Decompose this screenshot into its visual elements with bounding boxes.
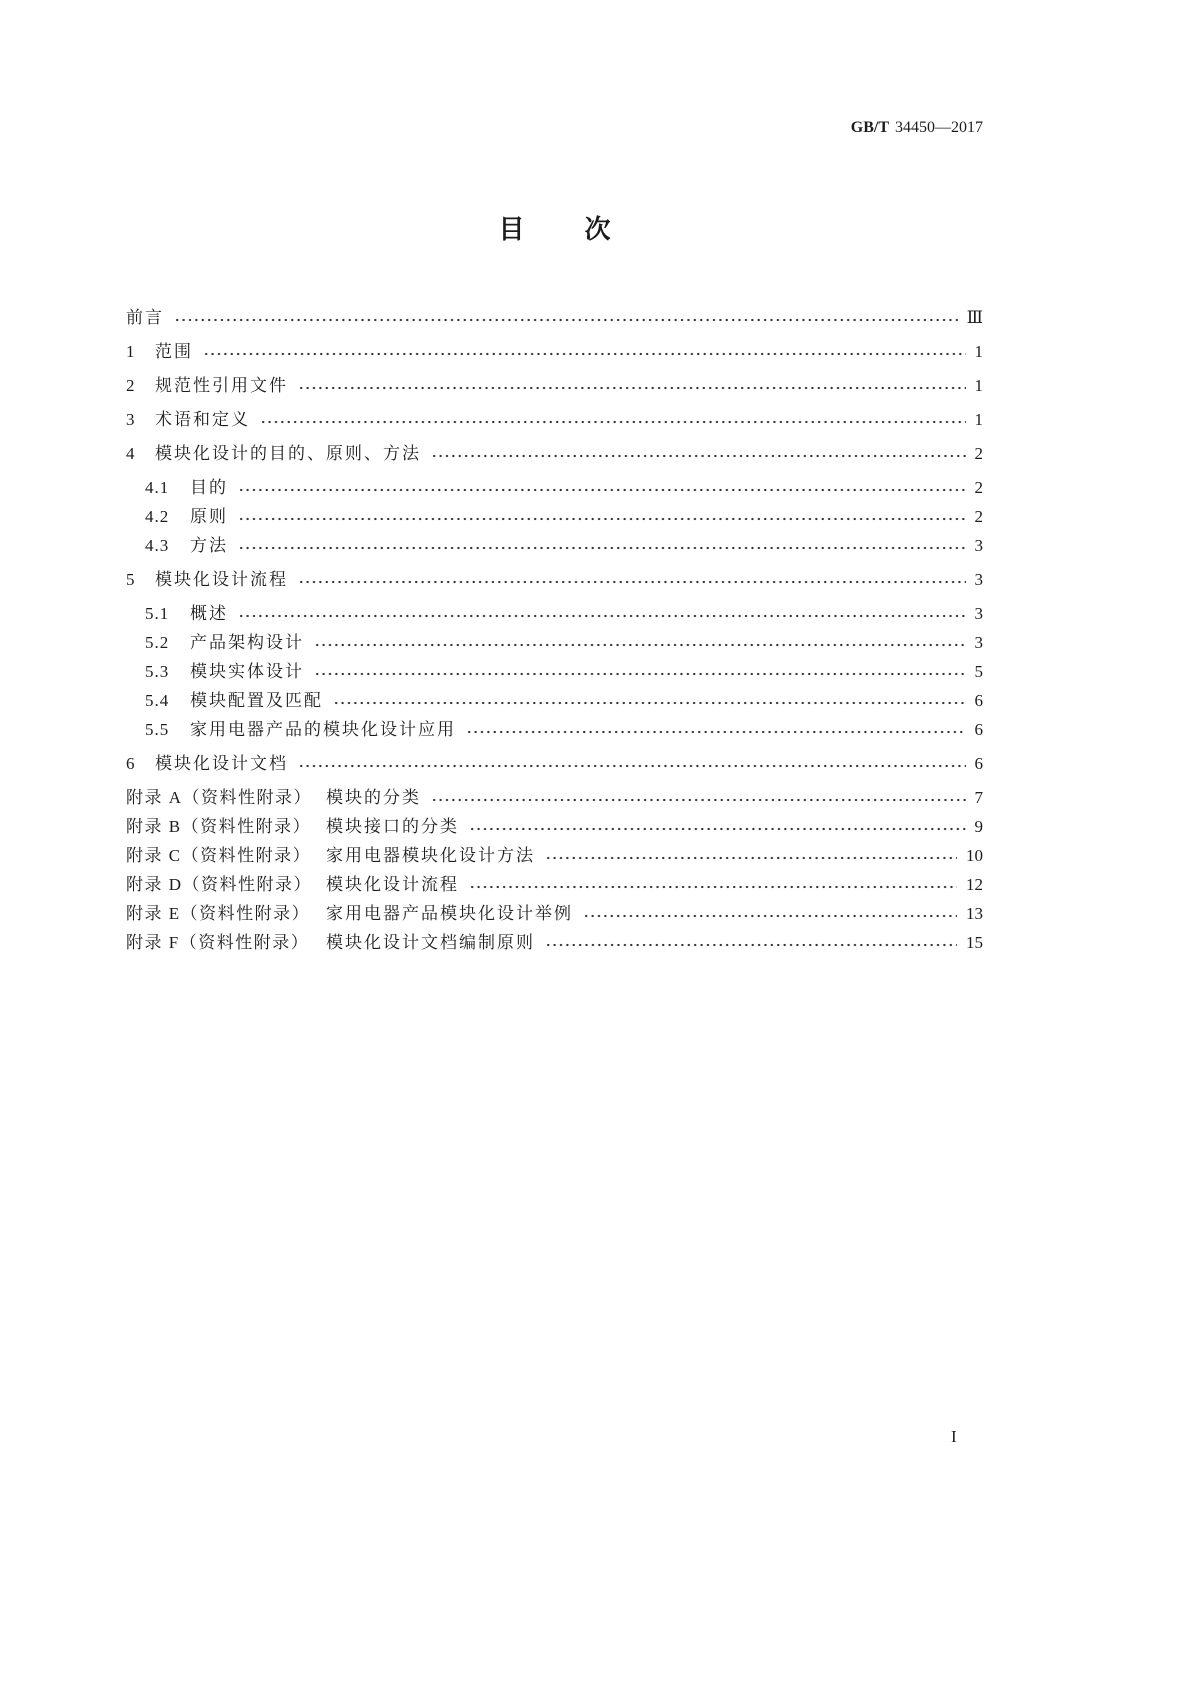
toc-entry-appendix-a [126,783,983,812]
toc-entry-appendix-label: 附录 A（资料性附录） [126,788,313,807]
toc-entry-number: 4 [126,444,137,463]
dot-leader [333,701,966,705]
toc-entry-title: 概述 [190,604,228,623]
page-title: 目次 [498,215,671,245]
toc-entry-page: 13 [966,904,983,923]
toc-entry-3 [126,405,983,434]
toc-entry-5-2 [126,628,983,657]
toc-entry-page: 2 [974,478,983,497]
toc-entry-page: 2 [974,507,983,526]
toc-entry-appendix-label: 附录 F（资料性附录） [126,933,310,952]
dot-leader [545,943,957,947]
toc-entry-title: 模块实体设计 [190,662,304,681]
dot-leader [260,420,966,424]
toc-entry-page: 1 [974,376,983,395]
toc-entry-page: 3 [974,633,983,652]
toc-entry-title: 范围 [155,342,193,361]
dot-leader [238,517,966,521]
toc-entry-page: 6 [974,720,983,739]
toc-entry-5 [126,565,983,594]
toc-entry-appendix-label: 附录 B（资料性附录） [126,817,312,836]
toc-entry-title: 家用电器产品模块化设计举例 [326,904,573,923]
toc-entry-4-2 [126,502,983,531]
toc-entry-5-1 [126,599,983,628]
dot-leader [469,827,966,831]
dot-leader [466,730,966,734]
dot-leader [238,546,966,550]
toc-entry-title: 模块化设计文档 [155,754,288,773]
toc-entry-number: 6 [126,754,137,773]
toc-entry-page: 9 [974,817,983,836]
toc-entry-appendix-b [126,812,983,841]
toc-entry-page: 3 [974,570,983,589]
toc-entry-5-3 [126,657,983,686]
dot-leader [298,386,966,390]
dot-leader [314,643,966,647]
toc-entry-title: 家用电器模块化设计方法 [326,846,535,865]
toc-entry-number: 4.3 [145,536,170,555]
toc-entry-5-5 [126,715,983,744]
toc-entry-2 [126,371,983,400]
toc-entry-appendix-label: 附录 D（资料性附录） [126,875,313,894]
dot-leader [238,488,966,492]
toc-entry-number: 5.5 [145,720,170,739]
toc-entry-appendix-d [126,870,983,899]
toc-entry-title: 模块的分类 [326,788,421,807]
toc-entry-page: 15 [966,933,983,952]
page-title-container [126,214,983,250]
dot-leader [174,318,958,322]
toc-entry-appendix-c [126,841,983,870]
toc-entry-6 [126,749,983,778]
toc-entry-number: 5.1 [145,604,170,623]
toc-entry-title: 方法 [190,536,228,555]
dot-leader [583,914,957,918]
toc-entry-4-3 [126,531,983,560]
dot-leader [203,352,966,356]
toc-entry-title: 模块接口的分类 [326,817,459,836]
dot-leader [298,764,966,768]
toc-entry-title: 模块化设计文档编制原则 [326,933,535,952]
toc-entry-appendix-e [126,899,983,928]
toc-entry-appendix-label: 附录 E（资料性附录） [126,904,311,923]
toc-entry-title: 模块化设计流程 [326,875,459,894]
toc-entry-title: 原则 [190,507,228,526]
dot-leader [469,885,957,889]
toc-entry-title: 术语和定义 [155,410,250,429]
toc-entry-title: 模块配置及匹配 [190,691,323,710]
toc-entry-page: 3 [974,536,983,555]
page-number: I [951,1427,957,1446]
toc-entry-title: 前言 [126,308,164,327]
toc-entry-number: 3 [126,410,137,429]
toc-entry-page: 2 [974,444,983,463]
toc-entry-1 [126,337,983,366]
dot-leader [298,580,966,584]
toc-entry-number: 4.1 [145,478,170,497]
toc-entry-appendix-label: 附录 C（资料性附录） [126,846,312,865]
toc-entry-number: 5.3 [145,662,170,681]
toc-entry-title: 目的 [190,478,228,497]
dot-leader [238,614,966,618]
toc-entry-title: 模块化设计的目的、原则、方法 [155,444,421,463]
toc-entry-appendix-f [126,928,983,957]
toc-entry-page: 6 [974,754,983,773]
toc-entry-page: 1 [974,342,983,361]
toc-entry-page: 3 [974,604,983,623]
toc-entry-title: 家用电器产品的模块化设计应用 [190,720,456,739]
standard-number: 34450—2017 [895,119,983,136]
toc-entry-page: 5 [974,662,983,681]
toc-entry-number: 5.4 [145,691,170,710]
standard-code-header [851,117,983,139]
toc-entry-page: 6 [974,691,983,710]
toc-entry-page: 1 [974,410,983,429]
toc-entry-title: 规范性引用文件 [155,376,288,395]
dot-leader [545,856,957,860]
toc-entry-title: 产品架构设计 [190,633,304,652]
standard-prefix: GB/T [850,119,889,136]
toc-entry-number: 4.2 [145,507,170,526]
toc-entry-number: 5.2 [145,633,170,652]
toc-entry-number: 5 [126,570,137,589]
toc-entry-page: 7 [974,788,983,807]
toc-entry-4 [126,439,983,468]
toc-entry-5-4 [126,686,983,715]
toc-entry-4-1 [126,473,983,502]
toc-entry-number: 2 [126,376,137,395]
toc-entry-page: 10 [966,846,983,865]
dot-leader [431,798,966,802]
toc-entry-number: 1 [126,342,137,361]
toc-entry-foreword [126,303,983,332]
toc-entry-page: Ⅲ [966,308,983,327]
toc-entry-title: 模块化设计流程 [155,570,288,589]
dot-leader [314,672,966,676]
table-of-contents [126,303,983,957]
toc-entry-page: 12 [966,875,983,894]
dot-leader [431,454,966,458]
